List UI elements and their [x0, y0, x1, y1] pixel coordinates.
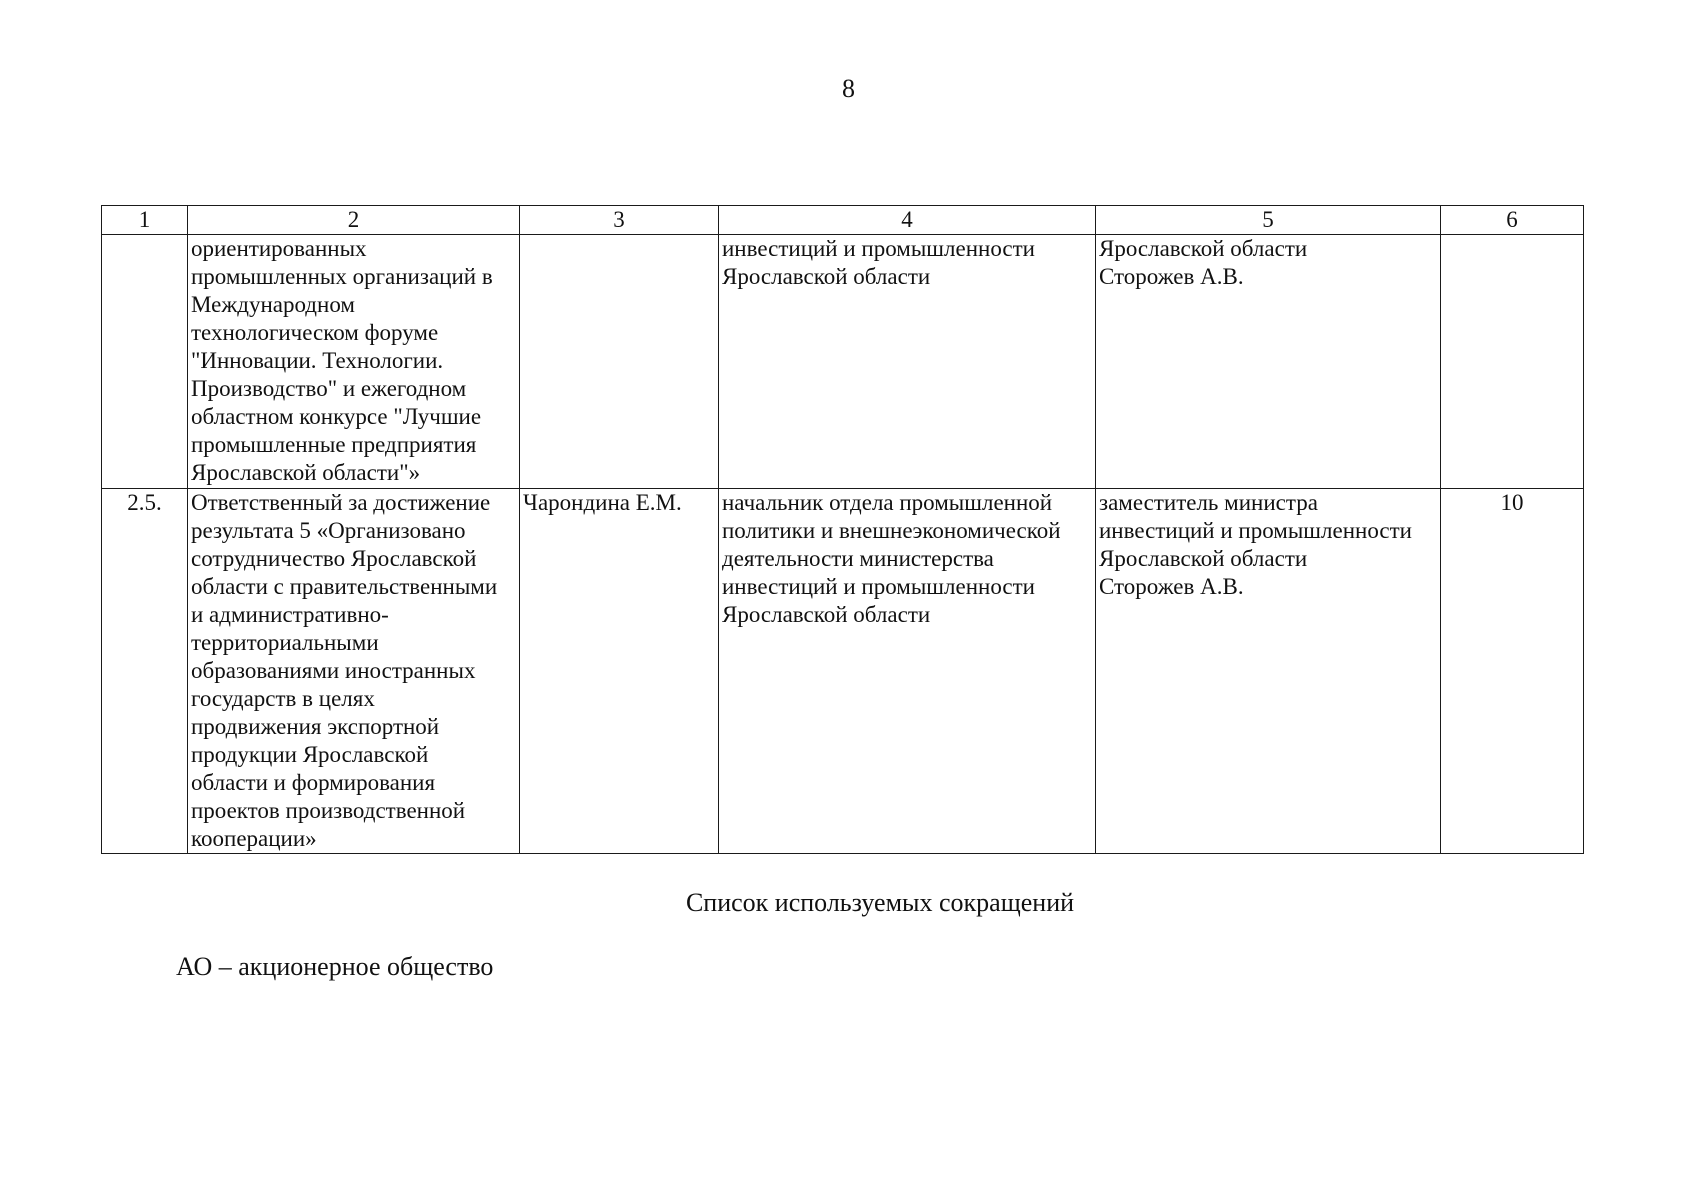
row-value: 10: [1500, 490, 1524, 515]
row-number: 2.5.: [127, 490, 162, 515]
position-cell: [719, 235, 1096, 489]
column-header: 4: [719, 206, 1096, 235]
supervisor-cell: [1096, 235, 1441, 489]
row-position: инвестиций и промышленности Ярославской области: [722, 236, 1035, 289]
row-number-cell: [102, 235, 188, 489]
value-cell: [1441, 235, 1584, 489]
responsible-cell: [520, 489, 719, 854]
row-number-cell: [102, 489, 188, 854]
table-header-row: [102, 206, 1584, 235]
column-header: 6: [1441, 206, 1584, 235]
value-cell: [1441, 489, 1584, 854]
abbreviation-item: АО – акционерное общество: [176, 952, 494, 981]
column-header: 2: [188, 206, 520, 235]
position-cell: [719, 489, 1096, 854]
column-header: 5: [1096, 206, 1441, 235]
column-header: 1: [102, 206, 188, 235]
row-position: начальник отдела промышленной политики и внешнеэкономической деятельности министерства инвестиций и промышленности Ярославской области: [722, 490, 1061, 627]
supervisor-cell: [1096, 489, 1441, 854]
description-cell: [188, 489, 520, 854]
row-responsible: Чарондина Е.М.: [523, 490, 682, 515]
responsible-cell: [520, 235, 719, 489]
page-number: 8: [842, 74, 855, 103]
responsibility-table: [101, 205, 1584, 854]
abbreviations-heading: Список используемых сокращений: [685, 888, 1075, 917]
row-description: ориентированных промышленных организаций в Международном технологическом форуме "Инновации. Технологии. Производство" и ежегодном областном конкурсе "Лучшие промышленные предприятия Ярославской области"»: [191, 236, 493, 485]
description-cell: [188, 235, 520, 489]
row-supervisor: заместитель министра инвестиций и промышленности Ярославской области Сторожев А.В.: [1099, 490, 1412, 599]
table-row: [102, 489, 1584, 854]
column-header: 3: [520, 206, 719, 235]
row-description: Ответственный за достижение результата 5 «Организовано сотрудничество Ярославской области с правительственными и административно- территориальными образованиями иностранных государств в целях продвижения экспортной продукции Ярославской области и формирования проектов производственной кооперации»: [191, 490, 498, 851]
row-supervisor: Ярославской области Сторожев А.В.: [1099, 236, 1308, 289]
table-row: [102, 235, 1584, 489]
